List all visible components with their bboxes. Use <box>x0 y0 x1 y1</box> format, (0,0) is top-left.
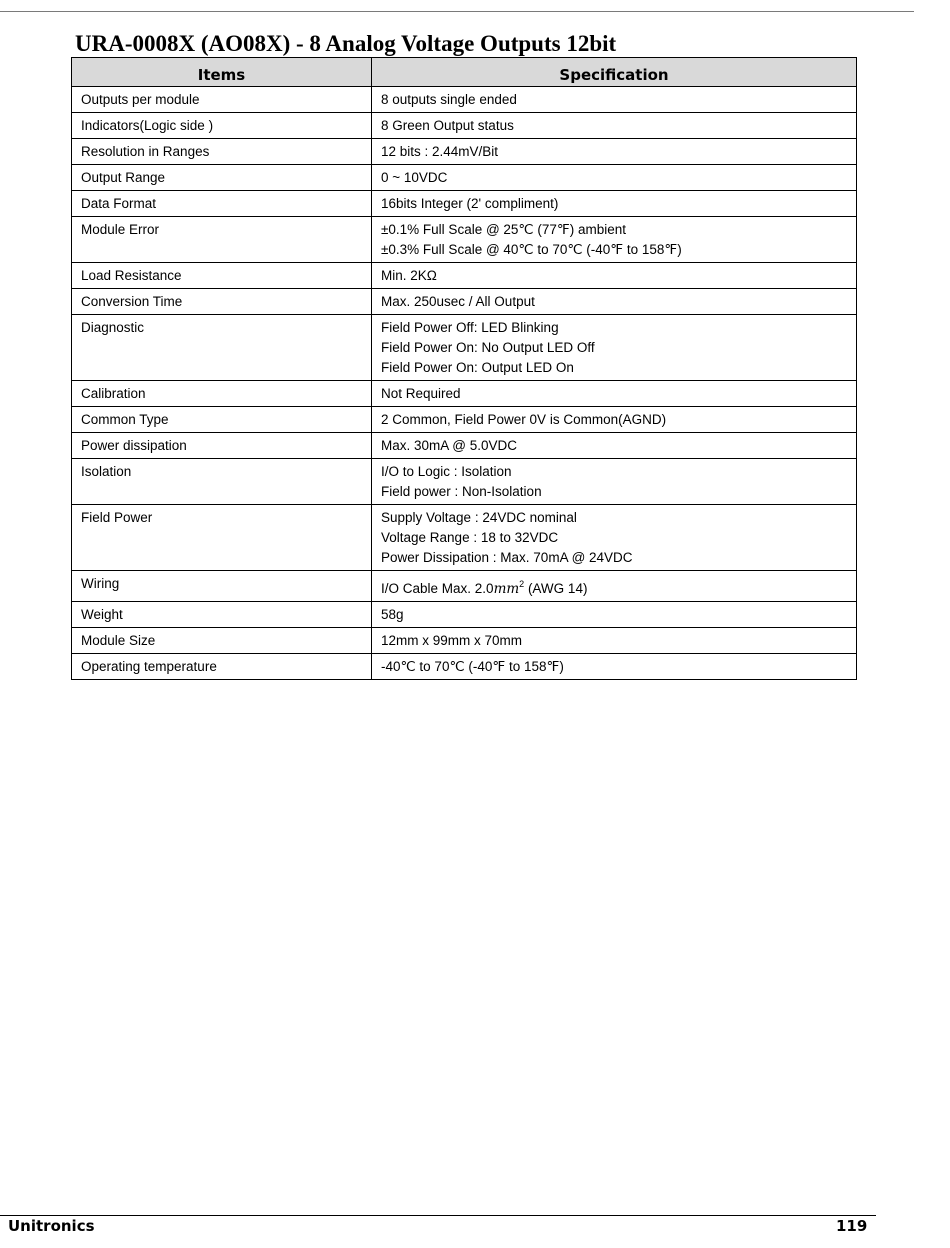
spec-line: 16bits Integer (2' compliment) <box>381 196 559 211</box>
wiring-exponent: 2 <box>519 579 525 589</box>
item-cell: Isolation <box>72 459 372 505</box>
header-items: Items <box>72 58 372 87</box>
table-row <box>72 407 857 433</box>
spec-line: Max. 250usec / All Output <box>381 294 535 309</box>
spec-line: 2 Common, Field Power 0V is Common(AGND) <box>381 412 667 427</box>
spec-line: Min. 2KΩ <box>381 268 437 283</box>
spec-cell <box>372 165 857 191</box>
wiring-prefix: I/O Cable Max. 2.0 <box>381 581 494 596</box>
spec-line: Supply Voltage : 24VDC nominal <box>381 510 577 525</box>
item-cell: Conversion Time <box>72 289 372 315</box>
spec-table <box>71 57 857 680</box>
spec-cell <box>372 602 857 628</box>
item-cell: Operating temperature <box>72 654 372 680</box>
table-row <box>72 505 857 571</box>
item-cell: Weight <box>72 602 372 628</box>
item-cell: Module Error <box>72 217 372 263</box>
spec-line: I/O to Logic : Isolation <box>381 464 512 479</box>
spec-cell <box>372 315 857 381</box>
wiring-suffix: (AWG 14) <box>524 581 588 596</box>
spec-cell <box>372 505 857 571</box>
spec-line: 12 bits : 2.44mV/Bit <box>381 144 499 159</box>
header-specification: Specification <box>372 58 857 87</box>
spec-line: 8 Green Output status <box>381 118 514 133</box>
spec-cell <box>372 289 857 315</box>
spec-line: 12mm x 99mm x 70mm <box>381 633 523 648</box>
spec-cell <box>372 139 857 165</box>
spec-line: 8 outputs single ended <box>381 92 517 107</box>
spec-cell <box>372 459 857 505</box>
table-row <box>72 459 857 505</box>
spec-table-body <box>72 87 857 680</box>
item-cell: Indicators(Logic side ) <box>72 113 372 139</box>
spec-cell <box>372 381 857 407</box>
spec-cell <box>372 217 857 263</box>
spec-cell <box>372 433 857 459</box>
wiring-unit: mm <box>493 581 520 597</box>
spec-line: -40℃ to 70℃ (-40℉ to 158℉) <box>381 659 564 674</box>
footer-rule <box>0 1215 876 1216</box>
item-cell: Power dissipation <box>72 433 372 459</box>
item-cell: Data Format <box>72 191 372 217</box>
item-cell: Outputs per module <box>72 87 372 113</box>
item-cell: Calibration <box>72 381 372 407</box>
table-row <box>72 165 857 191</box>
table-row <box>72 433 857 459</box>
table-row <box>72 381 857 407</box>
spec-line: ±0.3% Full Scale @ 40℃ to 70℃ (-40℉ to 158℉) <box>381 242 682 257</box>
item-cell: Common Type <box>72 407 372 433</box>
spec-line: Field Power On: No Output LED Off <box>381 340 595 355</box>
spec-cell <box>372 571 857 602</box>
spec-line <box>381 574 847 599</box>
spec-cell <box>372 407 857 433</box>
table-row <box>72 191 857 217</box>
spec-cell <box>372 191 857 217</box>
item-cell: Load Resistance <box>72 263 372 289</box>
footer-brand: Unitronics <box>8 1217 95 1235</box>
item-cell: Resolution in Ranges <box>72 139 372 165</box>
item-cell: Output Range <box>72 165 372 191</box>
spec-cell <box>372 87 857 113</box>
table-row <box>72 113 857 139</box>
top-rule <box>0 11 914 12</box>
spec-line: Voltage Range : 18 to 32VDC <box>381 530 559 545</box>
table-header-row <box>72 58 857 87</box>
spec-line: 0 ~ 10VDC <box>381 170 448 185</box>
spec-line: Not Required <box>381 386 461 401</box>
table-row <box>72 139 857 165</box>
table-row <box>72 602 857 628</box>
spec-line: Max. 30mA @ 5.0VDC <box>381 438 518 453</box>
spec-line: ±0.1% Full Scale @ 25℃ (77℉) ambient <box>381 222 626 237</box>
page-number: 119 <box>836 1217 868 1235</box>
spec-line: Power Dissipation : Max. 70mA @ 24VDC <box>381 550 633 565</box>
spec-line: 58g <box>381 607 404 622</box>
item-cell: Field Power <box>72 505 372 571</box>
spec-line: Field Power Off: LED Blinking <box>381 320 559 335</box>
spec-line: Field power : Non-Isolation <box>381 484 542 499</box>
table-row <box>72 217 857 263</box>
item-cell: Wiring <box>72 571 372 602</box>
spec-cell <box>372 113 857 139</box>
table-row <box>72 263 857 289</box>
table-row <box>72 289 857 315</box>
spec-cell <box>372 654 857 680</box>
table-row <box>72 628 857 654</box>
table-row <box>72 315 857 381</box>
item-cell: Module Size <box>72 628 372 654</box>
spec-cell <box>372 628 857 654</box>
table-row <box>72 654 857 680</box>
table-row <box>72 87 857 113</box>
table-row <box>72 571 857 602</box>
spec-cell <box>372 263 857 289</box>
spec-line: Field Power On: Output LED On <box>381 360 574 375</box>
page-title: URA-0008X (AO08X) - 8 Analog Voltage Outputs 12bit <box>75 31 617 56</box>
item-cell: Diagnostic <box>72 315 372 381</box>
